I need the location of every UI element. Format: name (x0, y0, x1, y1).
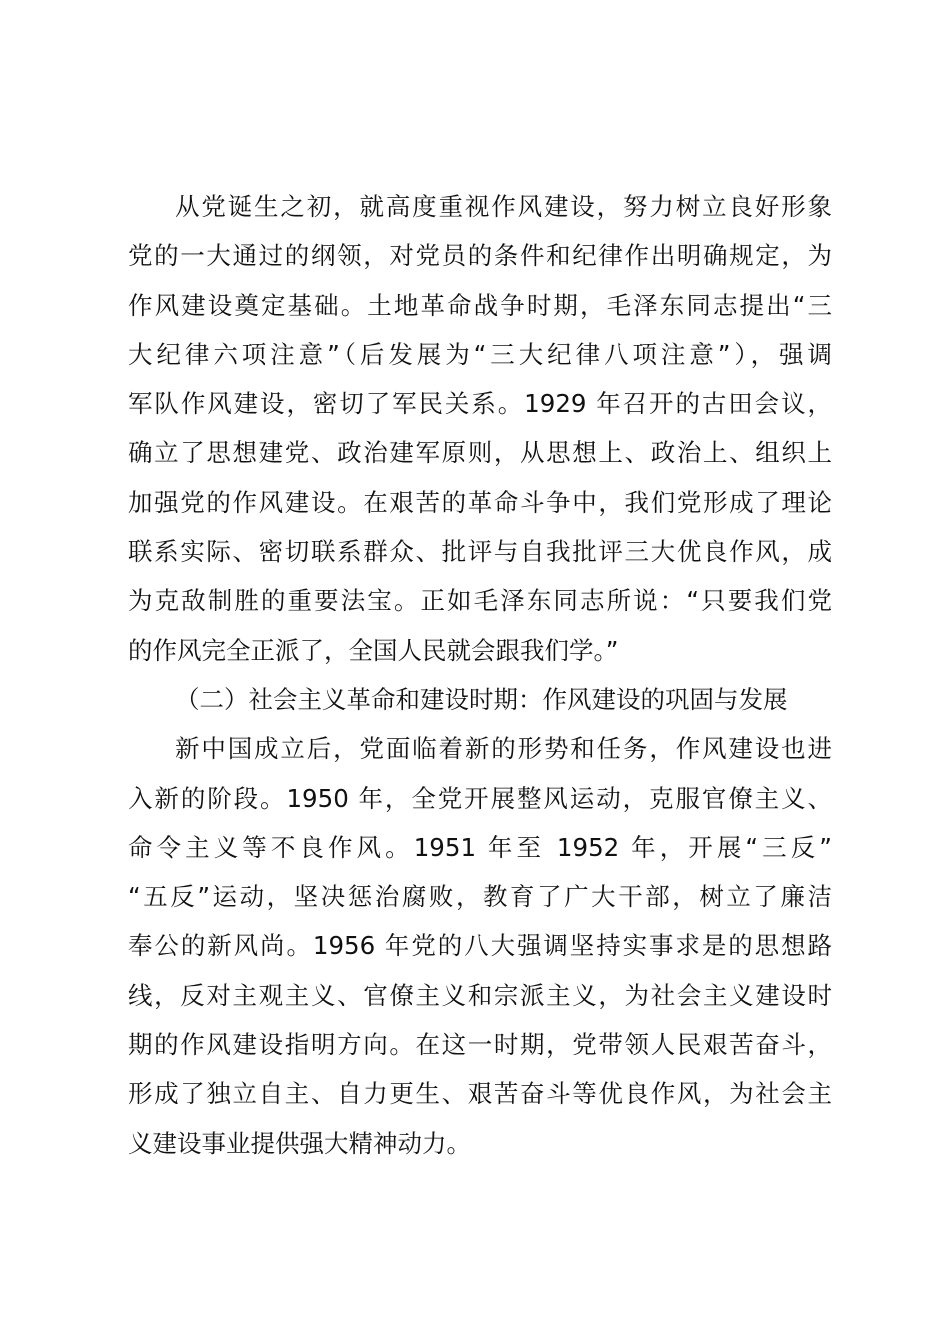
paragraph-socialist-period (128, 724, 832, 1168)
text-line: “五反”运动，坚决惩治腐败，教育了广大干部，树立了廉洁 (128, 882, 832, 912)
text-line: 义建设事业提供强大精神动力。 (128, 1128, 471, 1158)
text-line: 期的作风建设指明方向。在这一时期，党带领人民艰苦奋斗， (128, 1030, 832, 1060)
text-line: 新中国成立后，党面临着新的形势和任务，作风建设也进 (175, 734, 832, 764)
document-body (128, 182, 832, 1168)
section-heading-text: （二）社会主义革命和建设时期：作风建设的巩固与发展 (175, 684, 788, 714)
text-line: 形成了独立自主、自力更生、艰苦奋斗等优良作风，为社会主 (128, 1079, 832, 1109)
text-line: 大纪律六项注意”（后发展为“三大纪律八项注意”），强调 (128, 339, 832, 369)
text-line: 加强党的作风建设。在艰苦的革命斗争中，我们党形成了理论 (128, 487, 832, 517)
text-line: 作风建设奠定基础。土地革命战争时期，毛泽东同志提出“三 (128, 290, 832, 320)
text-line: 的作风完全正派了，全国人民就会跟我们学。” (128, 635, 619, 665)
text-line: 入新的阶段。1950 年，全党开展整风运动，克服官僚主义、 (128, 783, 832, 813)
text-line: 党的一大通过的纲领，对党员的条件和纪律作出明确规定，为 (128, 241, 832, 271)
text-line: 从党诞生之初，就高度重视作风建设，努力树立良好形象 (175, 192, 832, 221)
text-line: 确立了思想建党、政治建军原则，从思想上、政治上、组织上 (128, 438, 832, 468)
text-line: 线，反对主观主义、官僚主义和宗派主义，为社会主义建设时 (128, 980, 832, 1010)
paragraph-party-founding (128, 182, 832, 675)
section-heading (128, 675, 832, 724)
text-line: 为克敌制胜的重要法宝。正如毛泽东同志所说：“只要我们党 (128, 586, 832, 616)
text-line: 军队作风建设，密切了军民关系。1929 年召开的古田会议， (128, 389, 832, 419)
text-line: 奉公的新风尚。1956 年党的八大强调坚持实事求是的思想路 (128, 931, 832, 961)
text-line: 命令主义等不良作风。1951 年至 1952 年，开展“三反” (128, 832, 832, 862)
text-line: 联系实际、密切联系群众、批评与自我批评三大优良作风，成 (128, 537, 832, 567)
